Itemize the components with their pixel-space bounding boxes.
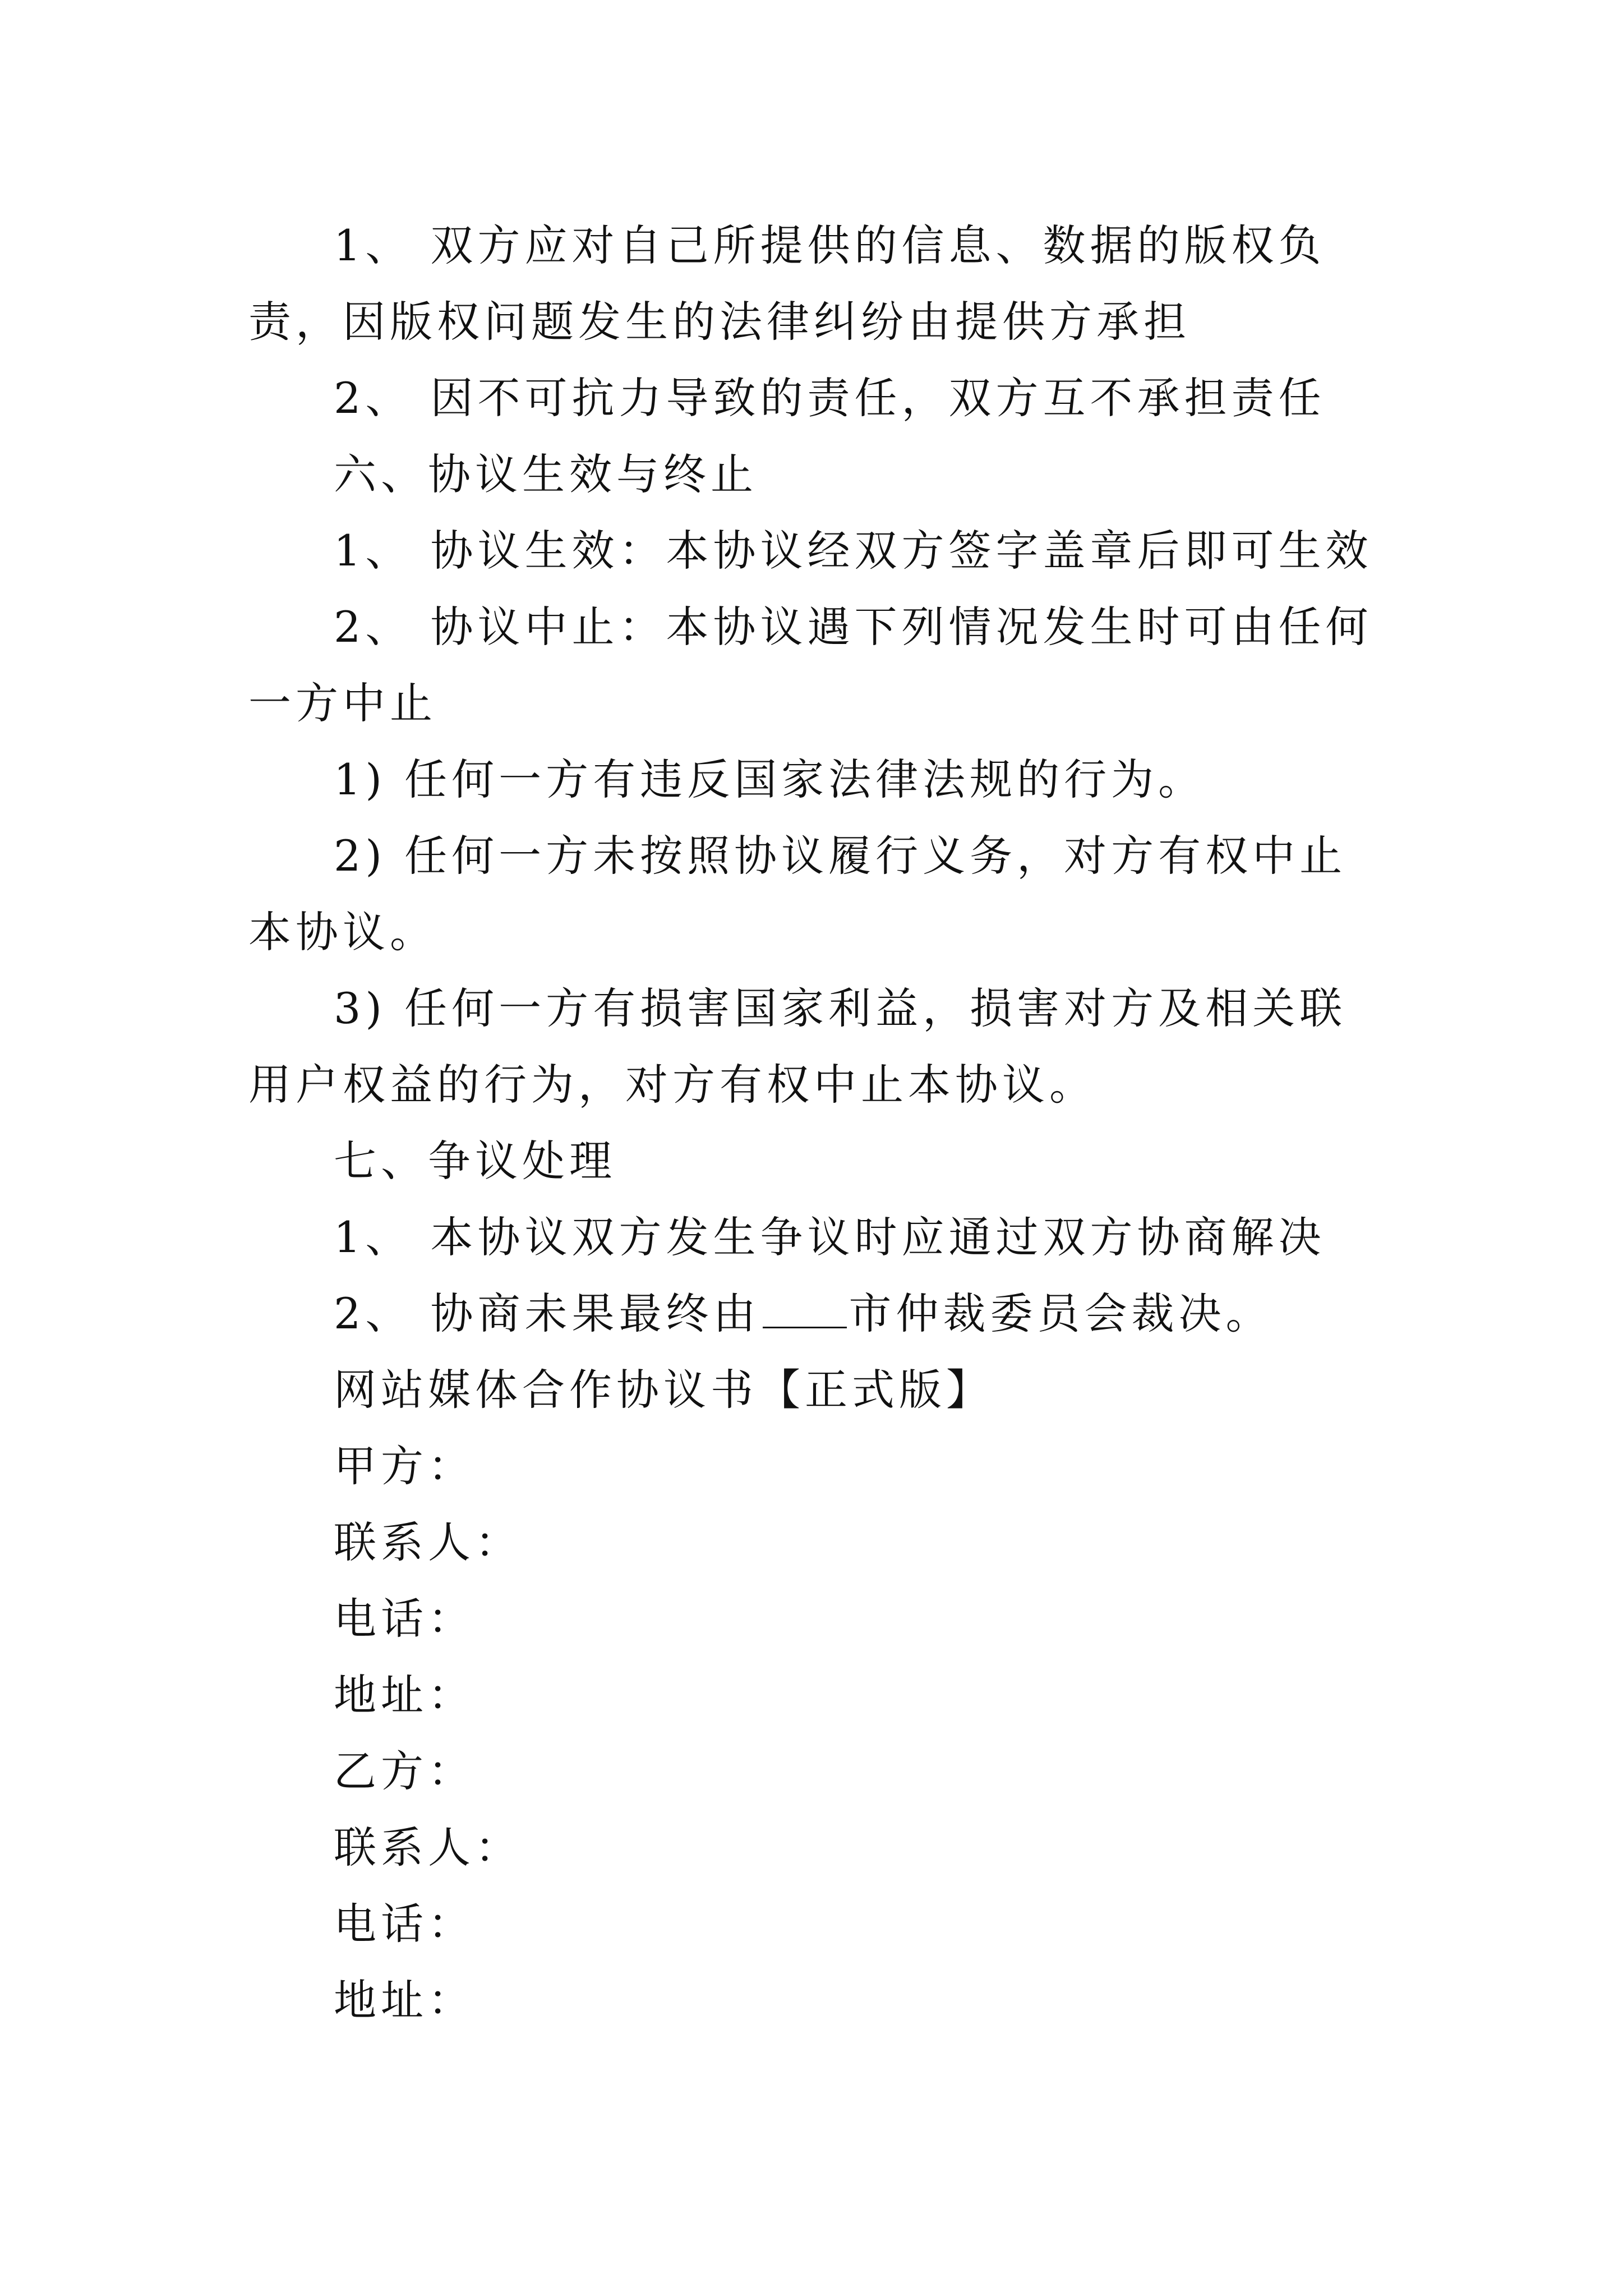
- section-heading-dispute: 七、争议处理: [334, 1136, 616, 1186]
- party-a-label: 甲方：: [334, 1441, 475, 1491]
- city-blank-field: [763, 1293, 847, 1328]
- condition-3: 3) 任何一方有损害国家利益，损害对方及相关联用户权益的行为，对方有权中止本协议。: [248, 983, 1347, 1110]
- condition-2: 2) 任何一方未按照协议履行义务，对方有权中止本协议。: [248, 831, 1347, 957]
- party-a-address-label: 地址：: [334, 1670, 475, 1720]
- arbitration-suffix: 市仲裁委员会裁决。: [849, 1289, 1273, 1338]
- agreement-title: 网站媒体合作协议书【正式版】: [334, 1365, 993, 1415]
- party-b-label: 乙方：: [334, 1746, 475, 1796]
- condition-1: 1) 任何一方有违反国家法律法规的行为。: [334, 754, 1206, 804]
- party-a-phone-label: 电话：: [334, 1594, 475, 1644]
- party-b-phone-label: 电话：: [334, 1899, 475, 1949]
- arbitration-prefix: 2、 协商未果最终由: [334, 1289, 760, 1338]
- clause-effect: 1、 协议生效：本协议经双方签字盖章后即可生效: [334, 526, 1373, 576]
- clause-arbitration: [248, 1276, 1376, 1352]
- party-b-address-label: 地址：: [334, 1975, 475, 2025]
- section-heading-effect-termination: 六、协议生效与终止: [334, 449, 758, 499]
- document-body: [248, 208, 1376, 2039]
- clause-copyright: 1、 双方应对自己所提供的信息、数据的版权负责，因版权问题发生的法律纠纷由提供方承担: [248, 220, 1326, 347]
- clause-suspension: 2、 协议中止：本协议遇下列情况发生时可由任何一方中止: [248, 602, 1373, 728]
- party-a-contact-label: 联系人：: [334, 1517, 522, 1567]
- clause-force-majeure: 2、 因不可抗力导致的责任，双方互不承担责任: [334, 373, 1326, 423]
- clause-negotiation: 1、 本协议双方发生争议时应通过双方协商解决: [334, 1212, 1326, 1262]
- party-b-contact-label: 联系人：: [334, 1823, 522, 1872]
